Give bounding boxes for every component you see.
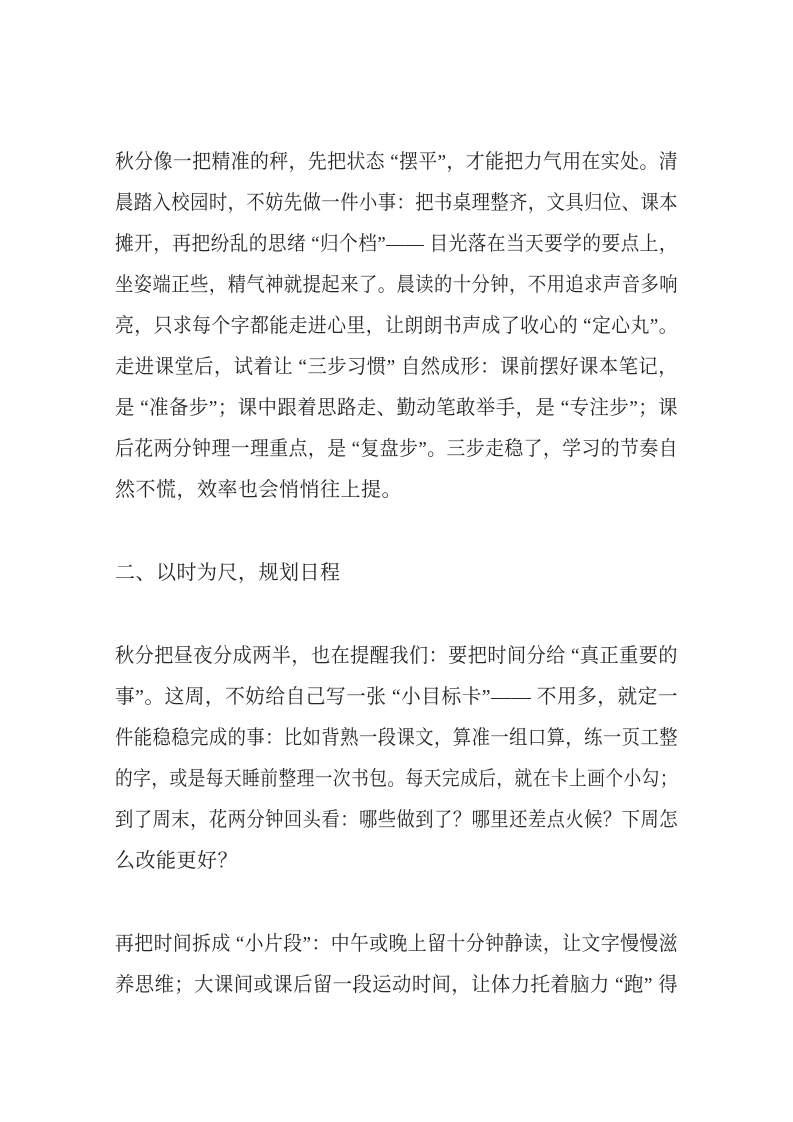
text-line: 然不慌，效率也会悄悄往上提。 [115,479,402,501]
text-line: 二、以时为尺，规划日程 [115,562,341,584]
text-line: 么改能更好？ [115,850,238,872]
text-line: 秋分像一把精准的秤，先把状态 “摆平”，才能把力气用在实处。清 [115,151,678,173]
text-line: 的字，或是每天睡前整理一次书包。每天完成后，就在卡上画个小勾； [115,768,678,790]
paragraph [115,142,678,511]
text-line: 坐姿端正些，精气神就提起来了。晨读的十分钟，不用追求声音多响 [115,274,678,296]
text-line: 亮，只求每个字都能走进心里，让朗朗书声成了收心的 “定心丸”。 [115,315,678,337]
text-line: 后花两分钟理一理重点，是 “复盘步”。三步走稳了，学习的节奏自 [115,438,678,460]
text-line: 晨踏入校园时，不妨先做一件小事：把书桌理整齐，文具归位、课本 [115,192,678,214]
text-line: 走进课堂后，试着让 “三步习惯” 自然成形：课前摆好课本笔记， [115,356,678,378]
section-heading [115,553,678,594]
text-line: 到了周末，花两分钟回头看：哪些做到了？哪里还差点火候？下周怎 [115,809,678,831]
paragraph [115,636,678,882]
text-line: 摊开，再把纷乱的思绪 “归个档”—— 目光落在当天要学的要点上， [115,233,678,255]
text-line: 养思维；大课间或课后留一段运动时间，让体力托着脑力 “跑” 得 [115,974,678,996]
document-text-area [115,142,678,1006]
text-line: 是 “准备步”；课中跟着思路走、勤动笔敢举手，是 “专注步”；课 [115,397,678,419]
text-line: 再把时间拆成 “小片段”：中午或晚上留十分钟静读，让文字慢慢滋 [115,933,678,955]
text-line: 件能稳稳完成的事：比如背熟一段课文，算准一组口算，练一页工整 [115,727,678,749]
text-line: 事”。这周，不妨给自己写一张 “小目标卡”—— 不用多，就定一 [115,686,678,708]
paragraph [115,924,678,1006]
text-line: 秋分把昼夜分成两半，也在提醒我们：要把时间分给 “真正重要的 [115,645,678,667]
